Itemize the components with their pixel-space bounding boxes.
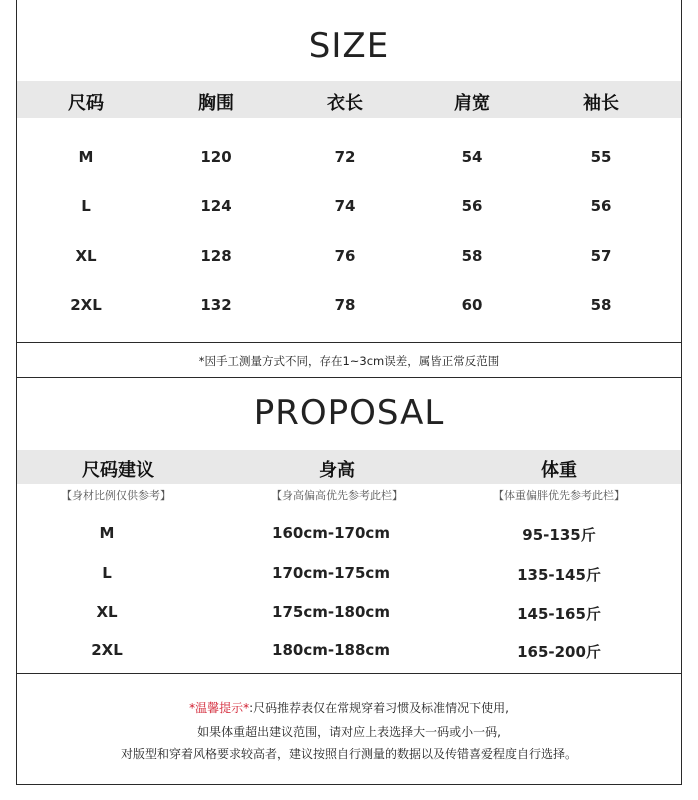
- proposal-cell: 145-165斤: [517, 605, 601, 623]
- size-header-chest: 胸围: [198, 93, 234, 114]
- size-header-length: 衣长: [327, 93, 363, 114]
- size-cell: M: [78, 148, 94, 166]
- proposal-cell: 180cm-188cm: [272, 641, 390, 659]
- size-cell: 60: [461, 296, 483, 314]
- size-cell: 120: [200, 148, 232, 166]
- proposal-cell: 95-135斤: [522, 526, 596, 544]
- proposal-title: PROPOSAL: [253, 393, 445, 433]
- proposal-subheader-weight: 【体重偏胖优先参考此栏】: [493, 489, 625, 502]
- size-header-shoulder: 肩宽: [454, 93, 490, 114]
- proposal-cell: 135-145斤: [517, 566, 601, 584]
- size-cell: 56: [590, 197, 612, 215]
- tips-prefix: *温馨提示*: [189, 701, 250, 715]
- proposal-cell: 160cm-170cm: [272, 524, 390, 542]
- size-cell: 128: [200, 247, 232, 265]
- size-cell: 58: [461, 247, 483, 265]
- proposal-subheader-height: 【身高偏高优先参考此栏】: [271, 489, 403, 502]
- size-cell: L: [81, 197, 91, 215]
- proposal-cell: 175cm-180cm: [272, 603, 390, 621]
- tips-line-3: 对版型和穿着风格要求较高者，建议按照自行测量的数据以及传错喜爱程度自行选择。: [120, 747, 577, 761]
- size-cell: XL: [75, 247, 97, 265]
- size-note: *因手工测量方式不同，存在1~3cm误差，属皆正常反范围: [198, 354, 500, 368]
- proposal-cell: 2XL: [91, 641, 123, 659]
- size-cell: 58: [590, 296, 612, 314]
- size-header-size: 尺码: [68, 93, 104, 114]
- proposal-cell: 165-200斤: [517, 643, 601, 661]
- size-cell: 124: [200, 197, 232, 215]
- size-cell: 132: [200, 296, 232, 314]
- proposal-header-height: 身高: [319, 460, 355, 481]
- size-cell: 2XL: [70, 296, 102, 314]
- proposal-cell: 170cm-175cm: [272, 564, 390, 582]
- proposal-cell: XL: [96, 603, 118, 621]
- size-header-sleeve: 袖长: [583, 93, 619, 114]
- tips-line-2: 如果体重超出建议范围，请对应上表选择大一码或小一码,: [197, 725, 501, 739]
- size-cell: 57: [590, 247, 612, 265]
- proposal-header-weight: 体重: [541, 460, 577, 481]
- size-cell: 74: [334, 197, 356, 215]
- size-title: SIZE: [308, 26, 390, 66]
- size-note-divider: [16, 342, 682, 343]
- proposal-header-size: 尺码建议: [82, 460, 154, 481]
- size-cell: 55: [590, 148, 612, 166]
- size-cell: 54: [461, 148, 483, 166]
- tips-line-1: *温馨提示*:尺码推荐表仅在常规穿着习惯及标准情况下使用,: [189, 701, 509, 715]
- proposal-subheader-size: 【身材比例仅供参考】: [61, 489, 171, 502]
- proposal-cell: L: [102, 564, 112, 582]
- size-cell: 56: [461, 197, 483, 215]
- size-cell: 72: [334, 148, 356, 166]
- size-cell: 78: [334, 296, 356, 314]
- size-cell: 76: [334, 247, 356, 265]
- proposal-cell: M: [99, 524, 115, 542]
